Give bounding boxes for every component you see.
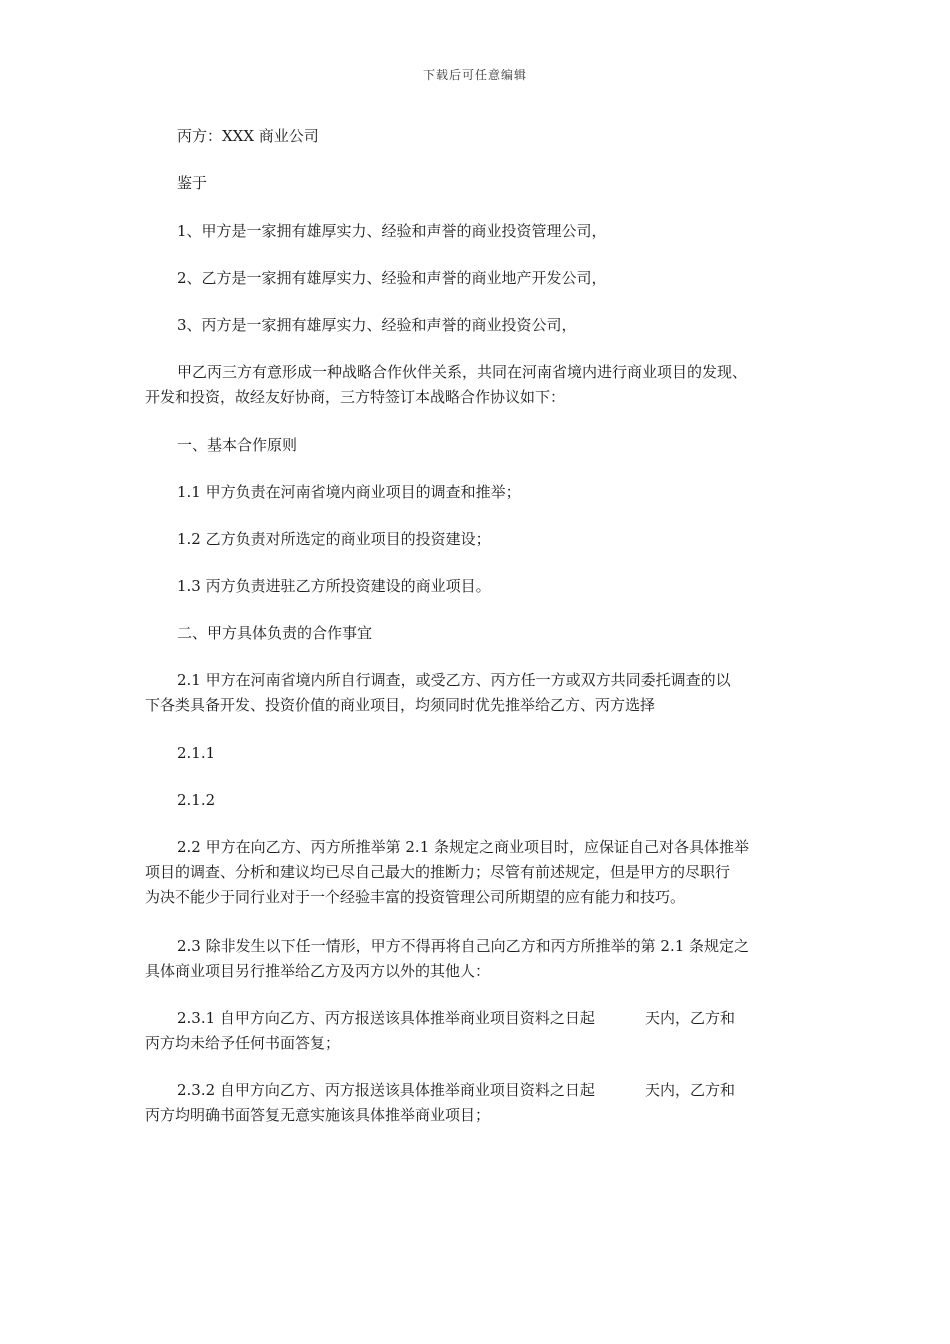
clause-2-3-2-text-a: 2.3.2 自甲方向乙方、丙方报送该具体推举商业项目资料之日起 [177, 1081, 595, 1099]
clause-2-2-line-3: 为决不能少于同行业对于一个经验丰富的投资管理公司所期望的应有能力和技巧。 [145, 888, 686, 906]
intro-line-2: 开发和投资，故经友好协商，三方特签订本战略合作协议如下： [145, 388, 566, 406]
clause-1-3: 1.3 丙方负责进驻乙方所投资建设的商业项目。 [177, 577, 491, 595]
section-2-title: 二、甲方具体负责的合作事宜 [177, 624, 373, 642]
clause-2-3-2-line-1 [145, 1078, 810, 1103]
clause-2-2-line-2: 项目的调查、分析和建议均已尽自己最大的推断力；尽管有前述规定，但是甲方的尽职行 [145, 863, 731, 881]
whereas-heading: 鉴于 [177, 174, 208, 192]
party-c-line: 丙方：XXX 商业公司 [177, 127, 319, 145]
clause-2-1-2: 2.1.2 [177, 791, 216, 809]
clause-2-1-1: 2.1.1 [177, 744, 216, 762]
clause-2-1-line-1: 2.1 甲方在河南省境内所自行调查，或受乙方、丙方任一方或双方共同委托调查的以 [177, 671, 731, 689]
clause-2-3-1-line-1 [145, 1006, 810, 1031]
clause-2-3-2-text-b: 天内，乙方和 [644, 1081, 735, 1099]
clause-2-1-line-2: 下各类具备开发、投资价值的商业项目，均须同时优先推举给乙方、丙方选择 [145, 696, 656, 714]
clause-1-2: 1.2 乙方负责对所选定的商业项目的投资建设； [177, 530, 491, 548]
clause-1-1: 1.1 甲方负责在河南省境内商业项目的调查和推举； [177, 483, 521, 501]
clause-2-3-2-line-2: 丙方均明确书面答复无意实施该具体推举商业项目； [145, 1106, 491, 1124]
clause-2-3-1-line-2: 丙方均未给予任何书面答复； [145, 1034, 341, 1052]
clause-2-3-line-2: 具体商业项目另行推举给乙方及丙方以外的其他人： [145, 962, 491, 980]
clause-2-3-1-text-a: 2.3.1 自甲方向乙方、丙方报送该具体推举商业项目资料之日起 [177, 1009, 595, 1027]
whereas-item-3: 3、丙方是一家拥有雄厚实力、经验和声誉的商业投资公司， [177, 316, 577, 334]
header-note: 下载后可任意编辑 [422, 68, 527, 82]
intro-line-1: 甲乙丙三方有意形成一种战略合作伙伴关系，共同在河南省境内进行商业项目的发现、 [177, 363, 748, 381]
clause-2-3-1-text-b: 天内，乙方和 [644, 1009, 735, 1027]
section-1-title: 一、基本合作原则 [177, 436, 298, 454]
whereas-item-2: 2、乙方是一家拥有雄厚实力、经验和声誉的商业地产开发公司， [177, 269, 607, 287]
clause-2-2-line-1: 2.2 甲方在向乙方、丙方所推举第 2.1 条规定之商业项目时，应保证自己对各具体推举 [177, 838, 750, 856]
whereas-item-1: 1、甲方是一家拥有雄厚实力、经验和声誉的商业投资管理公司， [177, 222, 607, 240]
clause-2-3-line-1: 2.3 除非发生以下任一情形，甲方不得再将自己向乙方和丙方所推举的第 2.1 条规定之 [177, 937, 750, 955]
